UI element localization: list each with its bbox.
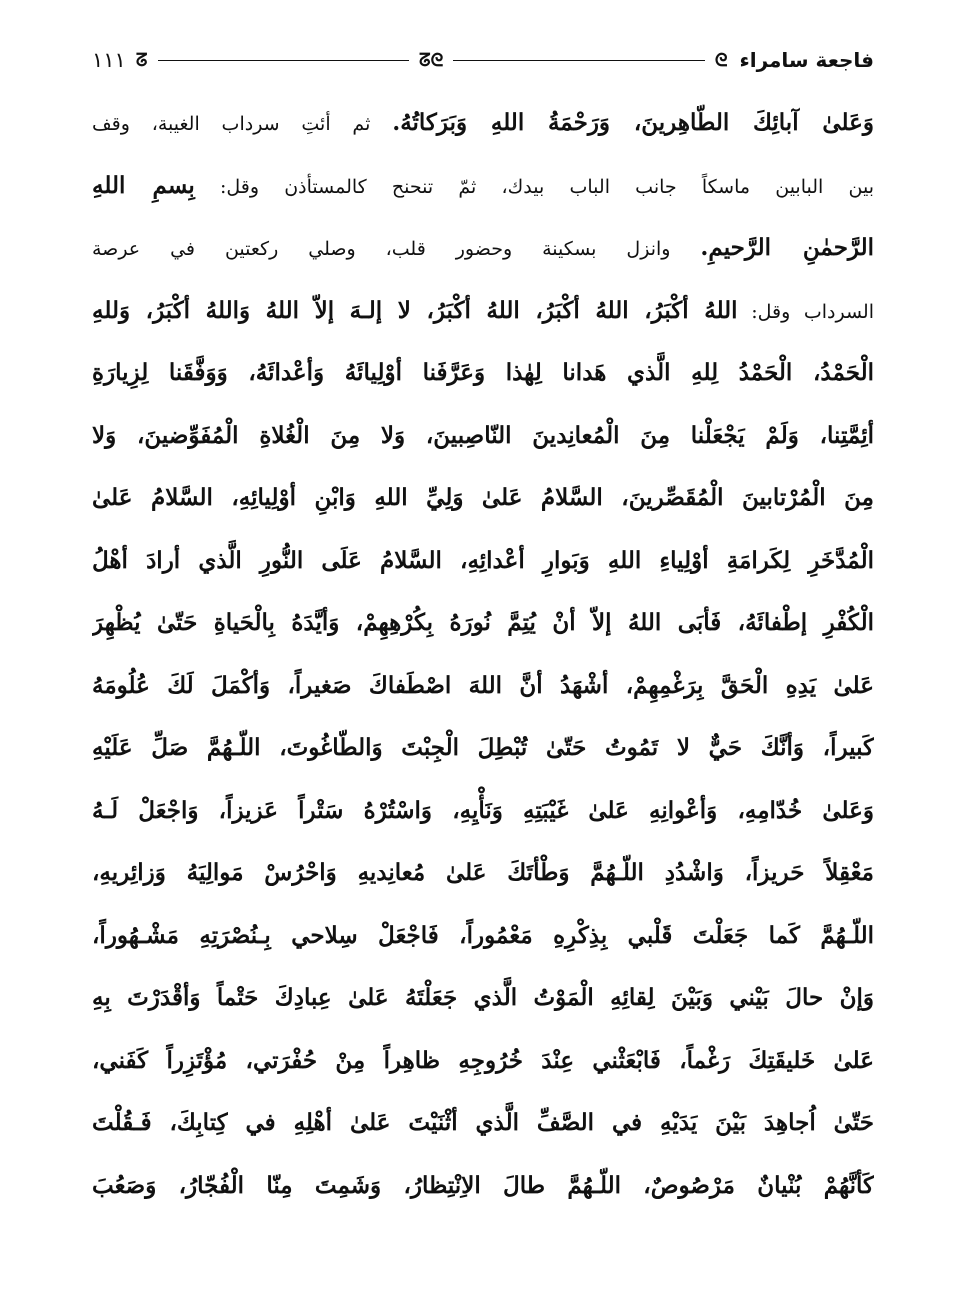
header-rule-right bbox=[453, 60, 705, 61]
prayer-text: وَعَلىٰ خُدّامِهِ، وَأعْوانِهِ عَلىٰ غَيْبَتِهِ وَنَأْيِهِ، وَاسْتُرْهُ سَتْراً عَزيزاً، وَاجْعَلْ لَـهُ bbox=[92, 796, 874, 824]
prayer-text: بِسمِ اللهِ bbox=[92, 171, 195, 199]
text-line bbox=[92, 92, 874, 155]
text-line bbox=[92, 405, 874, 468]
text-line bbox=[92, 155, 874, 218]
text-line bbox=[92, 967, 874, 1030]
running-header bbox=[92, 40, 874, 80]
prayer-text: حَتّىٰ اُجاهِدَ بَيْنَ يَدَيْهِ في الصَّفِّ الَّذي أثْنَيْتَ عَلىٰ أهْلِهِ في كِتابِكَ، فَـقُلْتَ bbox=[92, 1109, 874, 1136]
text-line bbox=[92, 717, 874, 780]
text-line bbox=[92, 592, 874, 655]
text-line bbox=[92, 467, 874, 530]
prayer-text: كَبيراً، وَأنَّكَ حَيٌّ لا تَمُوتُ حَتّىٰ تُبْطِلَ الْجِبْتَ وَالطّاغُوتَ، اللّـهُمَّ صَلِّ عَلَيْهِ bbox=[92, 734, 874, 761]
header-ornament-left: ᘔ bbox=[135, 49, 148, 71]
book-title: فاجعة سامراء bbox=[739, 48, 874, 72]
prayer-text: وَإنْ حالَ بَيْني وَبَيْنَ لِقائِهِ الْمَوْتُ الَّذي جَعَلْتَهُ عَلىٰ عِبادِكَ حَتْماً وَأقْدَرْتَ بِهِ bbox=[92, 984, 874, 1011]
text-line bbox=[92, 530, 874, 593]
instruction-text: ثم أئتِ سرداب الغيبة، وقف bbox=[92, 113, 393, 135]
prayer-text: الْحَمْدُ، الْحَمْدُ لِلهِ الَّذي هَدانا لِهٰذا وَعَرَّفَنا أوْلِيائَهُ وَأعْدائَهُ، وَوَفَّقَنا لِزِيارَةِ bbox=[92, 359, 874, 386]
instruction-text: وانزل بسكينة وحضور قلب، وصلي ركعتين في عرصة bbox=[92, 238, 701, 260]
prayer-text: مَعْقِلاً حَريزاً، وَاشْدُدِ اللّـهُمَّ وَطْأتَكَ عَلىٰ مُعانِديهِ وَاحْرُسْ مَوالِيَهُ وَزائِريهِ، bbox=[92, 859, 874, 886]
prayer-text: الرَّحمٰنِ الرَّحيمِ. bbox=[700, 234, 874, 261]
page-body-text bbox=[92, 92, 874, 1217]
text-line bbox=[92, 217, 874, 280]
text-line bbox=[92, 280, 874, 343]
instruction-text: بين البابين ماسكاً جانب الباب بيدك، ثمّ تنحنح كالمستأذن وقل: bbox=[194, 175, 874, 198]
text-line bbox=[92, 342, 874, 405]
header-rule-left bbox=[158, 60, 410, 61]
prayer-text: أئِمَّتِنا، وَلَمْ يَجْعَلْنا مِنَ الْمُعانِدينَ النّاصِبينَ، وَلا مِنَ الْغُلاةِ الْمُفَوِّضينَ، وَلا bbox=[92, 421, 874, 449]
text-line bbox=[92, 655, 874, 718]
text-line bbox=[92, 1030, 874, 1093]
instruction-text: السرداب وقل: bbox=[737, 300, 874, 323]
header-ornament-right: ᘓ bbox=[714, 49, 728, 71]
prayer-text: اللهُ أكْبَرُ، اللهُ أكْبَرُ، اللهُ أكْبَرُ، لا إلـهَ إلاّ اللهُ وَاللهُ أكْبَرُ، وَللهِ bbox=[92, 296, 738, 324]
prayer-text: عَلىٰ خَليقَتِكَ رَغْماً، فَابْعَثْني عِنْدَ خُرُوجِهِ ظاهِراً مِنْ حُفْرَتي، مُؤْتَزِراً كَفَني، bbox=[92, 1046, 874, 1074]
text-line bbox=[92, 1155, 874, 1218]
text-line bbox=[92, 1092, 874, 1155]
page-number: ١١١ bbox=[92, 48, 126, 72]
text-line bbox=[92, 780, 874, 843]
prayer-text: الْمُدَّخَرِ لِكَرامَةِ أوْلِياءِ اللهِ وَبَوارِ أعْدائِهِ، السَّلامُ عَلَى النُّورِ الَّذي أرادَ أهْلُ bbox=[92, 546, 874, 574]
prayer-text: وَعَلىٰ آبائِكَ الطّاهِرينَ، وَرَحْمَةُ اللهِ وَبَرَكاتُهُ. bbox=[392, 109, 874, 136]
prayer-text: الْكُفْرِ إطْفائَهُ، فَأبَى اللهُ إلاّ أنْ يُتِمَّ نُورَهُ بِكُرْهِهِمْ، وَأيَّدَهُ بِالْحَياةِ حَتّىٰ يُظْهِرَ bbox=[92, 609, 874, 636]
prayer-text: كَأنَّهُمْ بُنْيانٌ مَرْصُوصٌ، اللّـهُمَّ طالَ الاِنْتِظارُ، وَشَمِتَ مِنّا الْفُجّارُ، وَصَعُبَ bbox=[92, 1171, 874, 1199]
header-ornament-center: ᘔᘓ bbox=[419, 49, 444, 71]
text-line bbox=[92, 905, 874, 968]
prayer-text: اللّـهُمَّ كَما جَعَلْتَ قَلْبي بِذِكْرِهِ مَعْمُوراً، فَاجْعَلْ سِلاحي بِـنُصْرَتِهِ مَشْـهُوراً، bbox=[92, 921, 874, 949]
prayer-text: عَلىٰ يَدِهِ الْحَقَّ بِرَغْمِهِمْ، أشْهَدُ أنَّ اللهَ اصْطَفاكَ صَغيراً، وَأكْمَلَ لَكَ عُلُومَهُ bbox=[92, 671, 874, 699]
prayer-text: مِنَ الْمُرْتابينَ الْمُقَصِّرينَ، السَّلامُ عَلىٰ وَلِيِّ اللهِ وَابْنِ أوْلِيائِهِ، السَّلامُ عَلىٰ bbox=[92, 484, 874, 511]
text-line bbox=[92, 842, 874, 905]
